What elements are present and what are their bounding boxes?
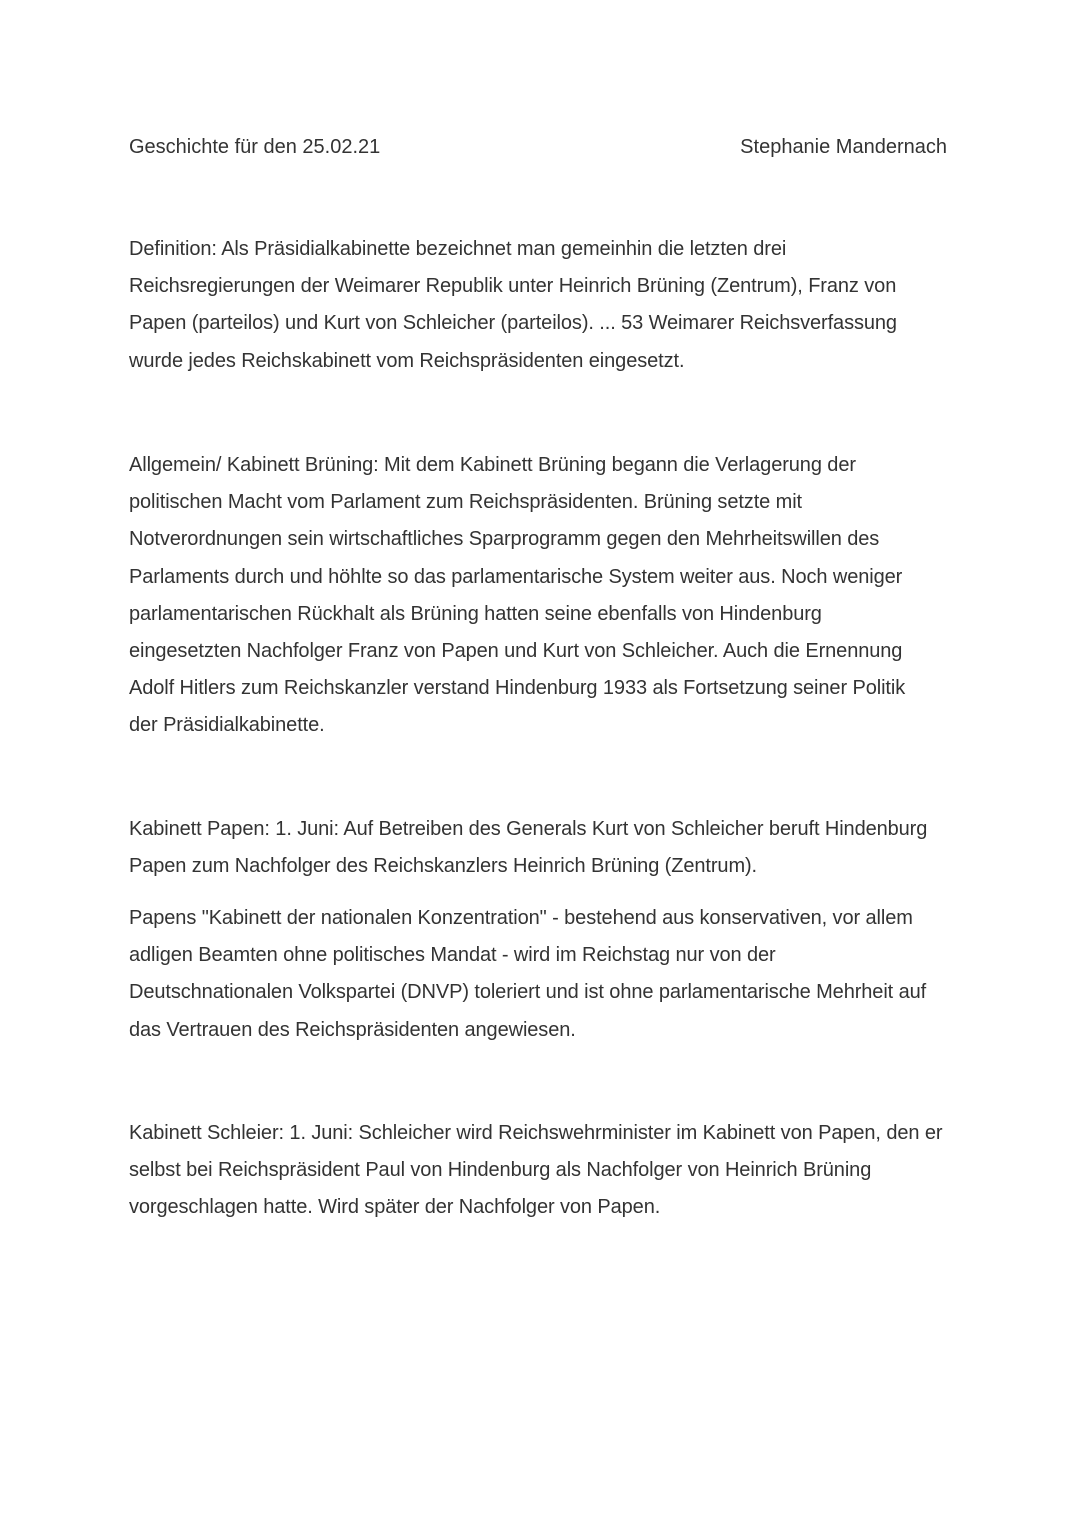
bruening-paragraph (129, 447, 959, 745)
paragraph-line: der Präsidialkabinette. (129, 714, 325, 737)
paragraph-line: Deutschnationalen Volkspartei (DNVP) toleriert und ist ohne parlamentarische Mehrheit auf (129, 981, 927, 1004)
paragraph-line: politischen Macht vom Parlament zum Reichspräsidenten. Brüning setzte mit (129, 491, 803, 514)
paragraph-line: Adolf Hitlers zum Reichskanzler verstand Hindenburg 1933 als Fortsetzung seiner Politik (129, 677, 906, 700)
papen-paragraph-2 (129, 900, 959, 1049)
paragraph-line: vorgeschlagen hatte. Wird später der Nachfolger von Papen. (129, 1196, 661, 1219)
document-subject-date: Geschichte für den 25.02.21 (129, 136, 381, 158)
paragraph-line: Papen (parteilos) und Kurt von Schleicher (parteilos). ... 53 Weimarer Reichsverfassung (129, 312, 897, 335)
paragraph-line: Papens "Kabinett der nationalen Konzentration" - bestehend aus konservativen, vor allem (129, 907, 913, 929)
document-header (129, 131, 949, 163)
paragraph-line: adligen Beamten ohne politisches Mandat - wird im Reichstag nur von der (129, 944, 776, 967)
paragraph-line: das Vertrauen des Reichspräsidenten angewiesen. (129, 1018, 576, 1041)
definition-paragraph (129, 231, 959, 380)
document-author: Stephanie Mandernach (740, 136, 947, 158)
paragraph-line: Kabinett Papen: 1. Juni: Auf Betreiben des Generals Kurt von Schleicher beruft Hindenburg (129, 818, 928, 840)
paragraph-line: parlamentarischen Rückhalt als Brüning hatten seine ebenfalls von Hindenburg (129, 602, 822, 625)
paragraph-line: Kabinett Schleier: 1. Juni: Schleicher wird Reichswehrminister im Kabinett von Papen, den er (129, 1122, 943, 1144)
paragraph-line: Papen zum Nachfolger des Reichskanzlers Heinrich Brüning (Zentrum). (129, 855, 758, 878)
paragraph-line: Parlaments durch und höhlte so das parlamentarische System weiter aus. Noch weniger (129, 565, 903, 588)
paragraph-line: Allgemein/ Kabinett Brüning: Mit dem Kabinett Brüning begann die Verlagerung der (129, 454, 856, 476)
paragraph-line: selbst bei Reichspräsident Paul von Hindenburg als Nachfolger von Heinrich Brüning (129, 1159, 872, 1182)
schleicher-paragraph (129, 1115, 959, 1227)
paragraph-line: Notverordnungen sein wirtschaftliches Sparprogramm gegen den Mehrheitswillen des (129, 528, 880, 551)
paragraph-line: wurde jedes Reichskabinett vom Reichspräsidenten eingesetzt. (129, 349, 685, 372)
paragraph-line: eingesetzten Nachfolger Franz von Papen und Kurt von Schleicher. Auch die Ernennung (129, 640, 903, 663)
paragraph-line: Definition: Als Präsidialkabinette bezeichnet man gemeinhin die letzten drei (129, 238, 787, 260)
papen-paragraph-1 (129, 811, 959, 885)
paragraph-line: Reichsregierungen der Weimarer Republik unter Heinrich Brüning (Zentrum), Franz von (129, 275, 897, 298)
